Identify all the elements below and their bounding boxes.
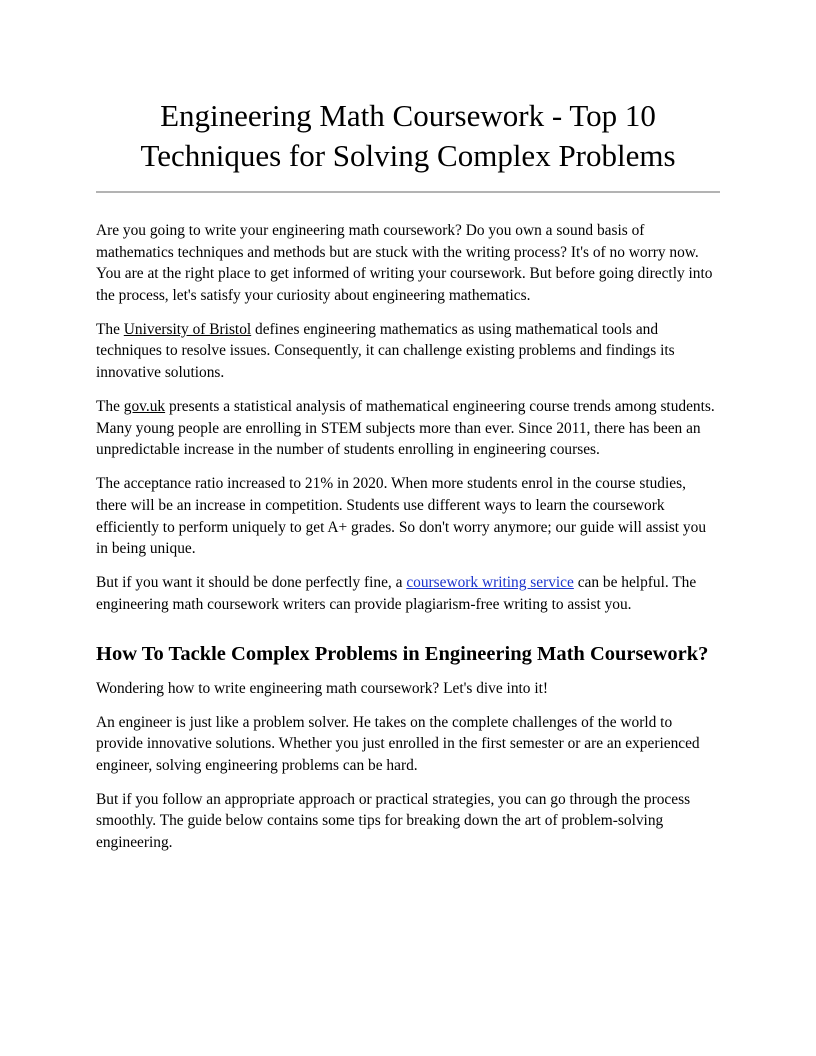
intro-paragraph-3-lead: The [96, 398, 124, 416]
section-heading: How To Tackle Complex Problems in Engineering Math Coursework? [96, 642, 709, 665]
university-of-bristol-link[interactable]: University of Bristol [123, 320, 252, 338]
gov-uk-link[interactable]: gov.uk [123, 398, 166, 416]
page-title: Engineering Math Coursework - Top 10 Techniques for Solving Complex Problems [140, 98, 676, 173]
intro-paragraph-5-rest: can be helpful. The engineering math coursework writers can provide plagiarism-free writing to assist you. [96, 574, 697, 613]
intro-paragraph-3 [96, 396, 720, 461]
coursework-writing-service-link[interactable]: coursework writing service [406, 574, 574, 592]
intro-paragraph-4: The acceptance ratio increased to 21% in 2020. When more students enrol in the course studies, there will be an increase in competition. Students use different ways to learn the coursework efficiently to perform uniquely to get A+ grades. So don't worry anymore; our guide will assist you in being unique. [96, 475, 707, 558]
article-body [96, 220, 720, 866]
section-paragraph-3: But if you follow an appropriate approach or practical strategies, you can go through the process smoothly. The guide below contains some tips for breaking down the art of problem-solving engineering. [96, 790, 691, 852]
section-paragraph-2: An engineer is just like a problem solver. He takes on the complete challenges of the world to provide innovative solutions. Whether you just enrolled in the first semester or are an experienced engineer, solving engineering problems can be hard. [96, 713, 700, 774]
intro-paragraph-2-lead: The [96, 320, 124, 338]
section-paragraph-1: Wondering how to write engineering math coursework? Let's dive into it! [96, 679, 549, 697]
intro-paragraph-2-rest: defines engineering mathematics as using mathematical tools and techniques to resolve issues. Consequently, it can challenge existing problems and findings its innovative solutions. [96, 320, 675, 382]
intro-paragraph-3-rest: presents a statistical analysis of mathematical engineering course trends among students. Many young people are enrolling in STEM subjects more than ever. Since 2011, there has been an unpredictable increase in the number of students enrolling in engineering courses. [96, 398, 715, 459]
intro-paragraph-5-lead: But if you want it should be done perfectly fine, a [96, 574, 407, 592]
intro-paragraph-2 [96, 319, 720, 384]
intro-paragraph-1: Are you going to write your engineering math coursework? Do you own a sound basis of mathematics techniques and methods but are stuck with the writing process? It's of no worry now. You are at the right place to get informed of writing your coursework. But before going directly into the process, let's satisfy your curiosity about engineering mathematics. [96, 222, 713, 304]
intro-paragraph-5 [96, 572, 720, 615]
title-divider [96, 191, 720, 193]
